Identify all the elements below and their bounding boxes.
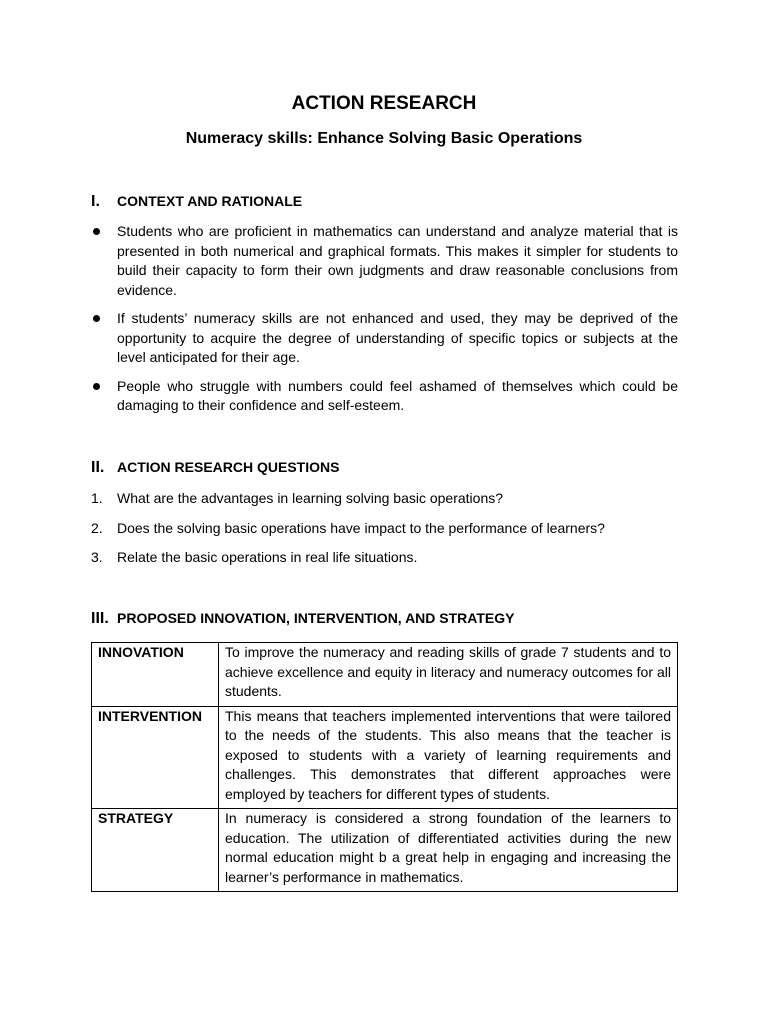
questions-list [91, 489, 678, 578]
bullet-text: If students’ numeracy skills are not enhanced and used, they may be deprived of the opportunity to acquire the degree of understanding of specific topics or subjects at the level anticipated for their age. [117, 310, 678, 365]
list-item [91, 309, 678, 368]
section-heading-proposed [91, 610, 514, 628]
bullet-text: People who struggle with numbers could feel ashamed of themselves which could be damaging to their confidence and self-esteem. [117, 377, 678, 413]
table-row [92, 643, 678, 707]
item-text: What are the advantages in learning solving basic operations? [117, 490, 504, 506]
table-row [92, 706, 678, 809]
item-number: 1. [91, 490, 103, 506]
item-number: 3. [91, 549, 103, 565]
section-numeral: III. [91, 610, 109, 627]
row-description: This means that teachers implemented interventions that were tailored to the needs of the students. This also means that the teacher is exposed to students with a variety of learning requirements and challenges. This demonstrates that different approaches were employed by teachers for different types of students. [219, 706, 678, 809]
item-number: 2. [91, 519, 103, 536]
list-item [91, 548, 678, 568]
section-title: PROPOSED INNOVATION, INTERVENTION, AND STRATEGY [117, 610, 515, 626]
context-bullet-list [91, 222, 678, 425]
section-title: CONTEXT AND RATIONALE [117, 193, 303, 209]
list-item [91, 489, 678, 509]
row-description: In numeracy is considered a strong foundation of the learners to education. The utilization of differentiated activities during the new normal education might b a great help in engaging and increasing the learner’s performance in mathematics. [219, 809, 678, 892]
item-text: Relate the basic operations in real life situations. [117, 549, 418, 565]
row-description: To improve the numeracy and reading skills of grade 7 students and to achieve excellence and equity in literacy and numeracy outcomes for all students. [219, 643, 678, 707]
section-numeral: II. [91, 459, 105, 476]
document-title: ACTION RESEARCH [291, 93, 477, 114]
list-item [91, 519, 678, 539]
bullet-icon [93, 315, 100, 322]
bullet-icon [93, 383, 100, 390]
section-numeral: I. [91, 193, 100, 210]
section-heading-questions [91, 459, 339, 477]
list-item [91, 377, 678, 416]
row-label: STRATEGY [92, 809, 219, 892]
row-label: INTERVENTION [92, 706, 219, 809]
bullet-icon [93, 228, 100, 235]
document-subtitle: Numeracy skills: Enhance Solving Basic Operations [185, 130, 583, 147]
table-row [92, 809, 678, 892]
proposed-table [91, 642, 678, 892]
item-text: Does the solving basic operations have impact to the performance of learners? [117, 519, 605, 536]
list-item [91, 222, 678, 300]
bullet-text: Students who are proficient in mathematics can understand and analyze material that is presented in both numerical and graphical formats. This makes it simpler for students to build their capacity to form their own judgments and draw reasonable conclusions from evidence. [117, 223, 678, 298]
section-heading-context [91, 193, 302, 211]
row-label: INNOVATION [92, 643, 219, 707]
section-title: ACTION RESEARCH QUESTIONS [117, 459, 340, 475]
